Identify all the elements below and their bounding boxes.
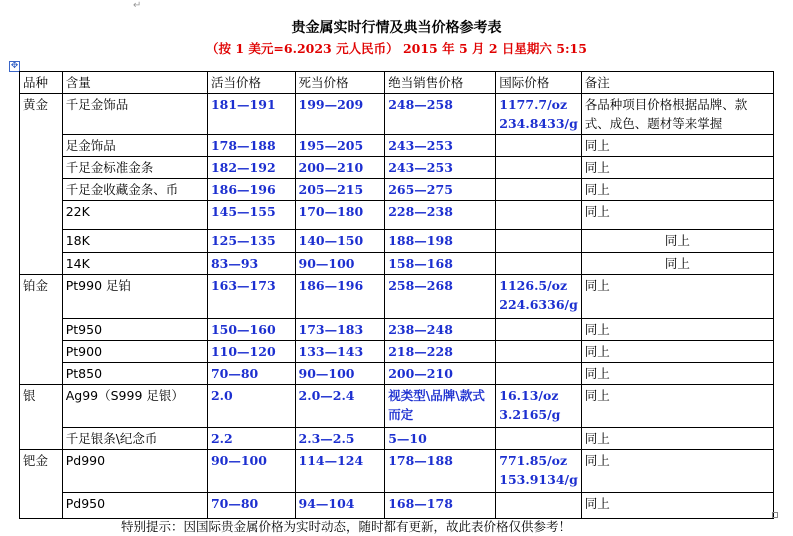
table-row bbox=[20, 157, 774, 179]
intl-price-cell bbox=[496, 157, 581, 179]
header-dead-price: 死当价格 bbox=[295, 72, 385, 94]
note-cell: 同上 bbox=[581, 341, 773, 363]
intl-price-cell bbox=[496, 253, 581, 275]
dead-price-cell: 195—205 bbox=[295, 135, 385, 157]
table-row bbox=[20, 363, 774, 385]
dead-price-cell: 173—183 bbox=[295, 319, 385, 341]
header-intl-price: 国际价格 bbox=[496, 72, 581, 94]
intl-price-cell bbox=[496, 363, 581, 385]
note-cell: 各品种项目价格根据品牌、款式、成色、题材等来掌握 bbox=[581, 94, 773, 135]
note-cell: 同上 bbox=[581, 157, 773, 179]
content-cell: Pt850 bbox=[62, 363, 207, 385]
dead-price-cell: 94—104 bbox=[295, 493, 385, 519]
category-cell: 银 bbox=[20, 385, 63, 450]
note-cell: 同上 bbox=[581, 428, 773, 450]
sale-price-cell: 5—10 bbox=[385, 428, 496, 450]
table-row bbox=[20, 385, 774, 428]
sale-price-cell: 258—268 bbox=[385, 275, 496, 319]
content-cell: Pd990 bbox=[62, 450, 207, 493]
header-row bbox=[20, 72, 774, 94]
note-cell: 同上 bbox=[581, 201, 773, 230]
table-row bbox=[20, 201, 774, 230]
sale-price-cell: 243—253 bbox=[385, 157, 496, 179]
sale-price-cell: 视类型\品牌\款式而定 bbox=[385, 385, 496, 428]
page-title: 贵金属实时行情及典当价格参考表 bbox=[291, 20, 502, 36]
content-cell: 千足银条\纪念币 bbox=[62, 428, 207, 450]
table-row bbox=[20, 428, 774, 450]
content-cell: Pt900 bbox=[62, 341, 207, 363]
sale-price-cell: 238—248 bbox=[385, 319, 496, 341]
price-table bbox=[19, 71, 774, 519]
content-cell: 18K bbox=[62, 230, 207, 253]
sale-price-cell: 178—188 bbox=[385, 450, 496, 493]
header-category: 品种 bbox=[20, 72, 63, 94]
category-cell: 黄金 bbox=[20, 94, 63, 275]
dead-price-cell: 2.0—2.4 bbox=[295, 385, 385, 428]
intl-price-cell: 1126.5/oz 224.6336/g bbox=[496, 275, 581, 319]
header-content: 含量 bbox=[62, 72, 207, 94]
intl-price-cell bbox=[496, 230, 581, 253]
dead-price-cell: 90—100 bbox=[295, 253, 385, 275]
content-cell: 千足金饰品 bbox=[62, 94, 207, 135]
table-row bbox=[20, 230, 774, 253]
table-row bbox=[20, 179, 774, 201]
intl-price-cell bbox=[496, 135, 581, 157]
live-price-cell: 178—188 bbox=[207, 135, 295, 157]
content-cell: 足金饰品 bbox=[62, 135, 207, 157]
sale-price-cell: 248—258 bbox=[385, 94, 496, 135]
table-row bbox=[20, 319, 774, 341]
note-cell: 同上 bbox=[581, 385, 773, 428]
content-cell: 14K bbox=[62, 253, 207, 275]
content-cell: 千足金标准金条 bbox=[62, 157, 207, 179]
sale-price-cell: 218—228 bbox=[385, 341, 496, 363]
dead-price-cell: 2.3—2.5 bbox=[295, 428, 385, 450]
live-price-cell: 181—191 bbox=[207, 94, 295, 135]
live-price-cell: 70—80 bbox=[207, 493, 295, 519]
dead-price-cell: 205—215 bbox=[295, 179, 385, 201]
table-row bbox=[20, 135, 774, 157]
note-cell: 同上 bbox=[581, 253, 773, 275]
live-price-cell: 150—160 bbox=[207, 319, 295, 341]
live-price-cell: 163—173 bbox=[207, 275, 295, 319]
category-cell: 铂金 bbox=[20, 275, 63, 385]
intl-price-cell bbox=[496, 201, 581, 230]
live-price-cell: 110—120 bbox=[207, 341, 295, 363]
intl-price-cell: 16.13/oz 3.2165/g bbox=[496, 385, 581, 428]
note-cell: 同上 bbox=[581, 363, 773, 385]
exchange-rate-subtitle: （按 1 美元=6.2023 元人民币） 2015 年 5 月 2 日星期六 5:15 bbox=[206, 41, 587, 56]
dead-price-cell: 133—143 bbox=[295, 341, 385, 363]
sale-price-cell: 243—253 bbox=[385, 135, 496, 157]
sale-price-cell: 168—178 bbox=[385, 493, 496, 519]
content-cell: Pt950 bbox=[62, 319, 207, 341]
dead-price-cell: 90—100 bbox=[295, 363, 385, 385]
intl-price-cell: 1177.7/oz 234.8433/g bbox=[496, 94, 581, 135]
price-table-body bbox=[20, 72, 774, 519]
sale-price-cell: 228—238 bbox=[385, 201, 496, 230]
live-price-cell: 125—135 bbox=[207, 230, 295, 253]
note-cell: 同上 bbox=[581, 319, 773, 341]
table-row bbox=[20, 341, 774, 363]
content-cell: Pt990 足铂 bbox=[62, 275, 207, 319]
dead-price-cell: 140—150 bbox=[295, 230, 385, 253]
intl-price-cell: 771.85/oz 153.9134/g bbox=[496, 450, 581, 493]
note-cell: 同上 bbox=[581, 275, 773, 319]
content-cell: Ag99（S999 足银） bbox=[62, 385, 207, 428]
intl-price-cell bbox=[496, 179, 581, 201]
sale-price-cell: 188—198 bbox=[385, 230, 496, 253]
live-price-cell: 182—192 bbox=[207, 157, 295, 179]
table-row bbox=[20, 493, 774, 519]
sale-price-cell: 200—210 bbox=[385, 363, 496, 385]
table-row bbox=[20, 94, 774, 135]
header-sale-price: 绝当销售价格 bbox=[385, 72, 496, 94]
content-cell: 千足金收藏金条、币 bbox=[62, 179, 207, 201]
note-cell: 同上 bbox=[581, 493, 773, 519]
dead-price-cell: 114—124 bbox=[295, 450, 385, 493]
table-row bbox=[20, 253, 774, 275]
content-cell: Pd950 bbox=[62, 493, 207, 519]
live-price-cell: 186—196 bbox=[207, 179, 295, 201]
table-resize-handle[interactable] bbox=[772, 512, 778, 518]
table-row bbox=[20, 275, 774, 319]
header-note: 备注 bbox=[581, 72, 773, 94]
note-cell: 同上 bbox=[581, 230, 773, 253]
intl-price-cell bbox=[496, 319, 581, 341]
note-cell: 同上 bbox=[581, 179, 773, 201]
note-cell: 同上 bbox=[581, 450, 773, 493]
intl-price-cell bbox=[496, 341, 581, 363]
live-price-cell: 83—93 bbox=[207, 253, 295, 275]
dead-price-cell: 199—209 bbox=[295, 94, 385, 135]
dead-price-cell: 200—210 bbox=[295, 157, 385, 179]
live-price-cell: 2.0 bbox=[207, 385, 295, 428]
intl-price-cell bbox=[496, 493, 581, 519]
live-price-cell: 145—155 bbox=[207, 201, 295, 230]
note-cell: 同上 bbox=[581, 135, 773, 157]
dead-price-cell: 186—196 bbox=[295, 275, 385, 319]
live-price-cell: 2.2 bbox=[207, 428, 295, 450]
table-row bbox=[20, 450, 774, 493]
sale-price-cell: 158—168 bbox=[385, 253, 496, 275]
table-move-handle-icon[interactable]: ✥ bbox=[10, 61, 19, 71]
live-price-cell: 70—80 bbox=[207, 363, 295, 385]
live-price-cell: 90—100 bbox=[207, 450, 295, 493]
paragraph-mark: ↵ bbox=[133, 0, 142, 11]
header-live-price: 活当价格 bbox=[207, 72, 295, 94]
category-cell: 钯金 bbox=[20, 450, 63, 519]
dead-price-cell: 170—180 bbox=[295, 201, 385, 230]
footer-notice: 特别提示：因国际贵金属价格为实时动态，随时都有更新，故此表价格仅供参考！ bbox=[121, 519, 572, 534]
intl-price-cell bbox=[496, 428, 581, 450]
sale-price-cell: 265—275 bbox=[385, 179, 496, 201]
content-cell: 22K bbox=[62, 201, 207, 230]
